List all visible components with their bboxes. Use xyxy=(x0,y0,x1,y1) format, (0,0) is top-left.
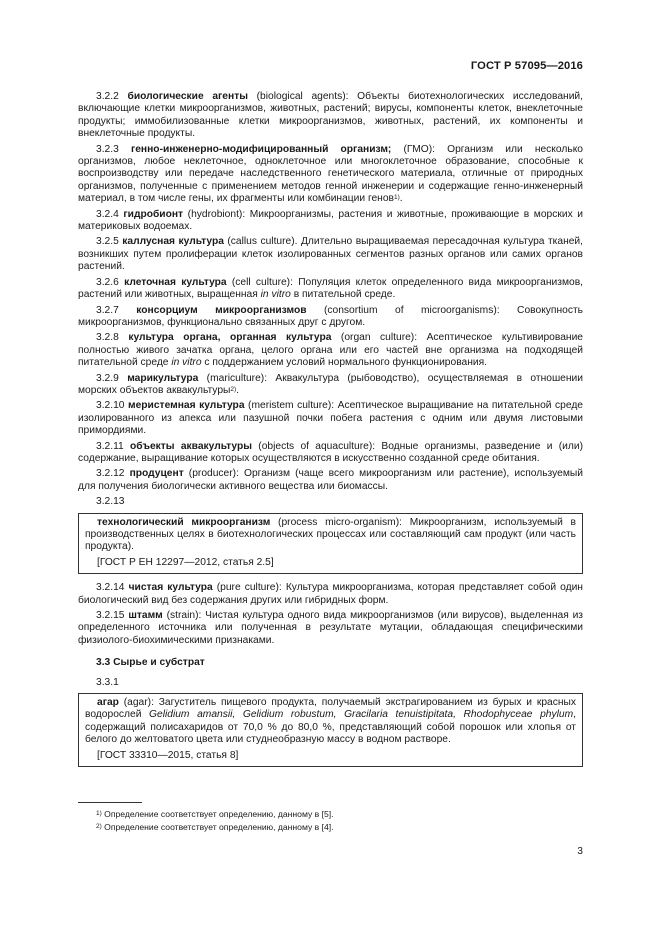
footnote-ref-1[interactable]: 1) xyxy=(393,194,400,202)
entry-3-2-15: 3.2.15 штамм (strain): Чистая культура одного вида микроорганизмов (или вирусов), выделенная из определенного источника или полученная в результате мутации, обладающая специфическими физиолого-биохимическими признаками. xyxy=(78,610,583,646)
footnote-ref-2[interactable]: 2) xyxy=(230,386,237,393)
entry-3-2-13: технологический микроорганизм (process micro-organism): Микроорганизм, используемый в производственных целях в биотехнологических процессах или составляющий сам продукт (или часть продукта). xyxy=(85,516,577,553)
entry-3-2-3: 3.2.3 генно-инженерно-модифицированный организм; (ГМО): Организм или несколько организмов, любое неклеточное, одноклеточное или многоклеточное образование, способные к воспроизводству или передаче наследственного генетического материала, отличные от природных организмов, полученные с применением методов генной инженерии и содержащие генно-инженерный материал, в том числе гены, их фрагменты или комбинации генов$^{1)}$. xyxy=(78,143,583,205)
definition-box-3-3-1 xyxy=(78,693,583,767)
entry-3-2-10: 3.2.10 меристемная культура (meristem culture): Асептическое выращивание на питательной среде изолированного из апекса или пазушной почки побега растения с одним или двумя листовыми примордиями. xyxy=(78,400,583,437)
footnote-divider xyxy=(78,802,142,803)
entry-3-2-13-number: 3.2.13 xyxy=(96,496,125,508)
footnote-1: $^{1)}$ Определение соответствует определению, данному в [5]. xyxy=(96,809,334,819)
entry-3-2-7: 3.2.7 консорциум микроорганизмов (consortium of microorganisms): Совокупность микроорганизмов, функционально связанных друг с другом. xyxy=(78,304,583,328)
entry-3-3-1-number: 3.3.1 xyxy=(96,676,119,688)
source-reference: [ГОСТ Р ЕН 12297—2012, статья 2.5] xyxy=(97,556,274,568)
standard-header: ГОСТ Р 57095—2016 xyxy=(470,60,583,72)
footnotes xyxy=(78,808,583,834)
entry-3-2-5: 3.2.5 каллусная культура (callus culture). Длительно выращиваемая пересадочная культура тканей, возникших путем пролиферации клеток изолированных сегментов разных органов или самих органов растений. xyxy=(78,236,584,273)
page-number: 3 xyxy=(577,846,583,857)
definition-box-3-2-13 xyxy=(78,513,583,575)
entry-3-2-8: 3.2.8 культура органа, органная культура (organ culture): Асептическое культивирование полностью живого зачатка органа, целого органа или его частей вне организма на подходящей питательной среде in vitro с поддержанием условий нормального функционирования. xyxy=(78,332,583,369)
document-body xyxy=(78,91,583,775)
entry-3-2-2: 3.2.2 биологические агенты (biological agents): Объекты биотехнологических исследований, включающие клетки микроорганизмов, животных, растений; вирусы, компоненты клеток, внеклеточные продукты; иммобилизованные клетки микроорганизмов, животных, растений, их компоненты и внеклеточные продукты. xyxy=(78,91,583,140)
entry-3-3-1: агар (agar): Загуститель пищевого продукта, получаемый экстрагированием из бурых и красных водорослей Gelidium amansii, Gelidium robustum, Gracilaria tenuistipitata, Rhodophyceae phylum, содержащий полисахаридов от 70,0 % до 80,0 %, представляющий собой порошок или хлопья от белого до желтоватого цвета или студнеобразную массу в водном растворе. xyxy=(85,697,576,746)
footnote-2: $^{2)}$ Определение соответствует определению, данному в [4]. xyxy=(96,822,334,832)
entry-3-2-12: 3.2.12 продуцент (producer): Организм (чаще всего микроорганизм или растение), используемый для получения биологически активного вещества или биомассы. xyxy=(78,468,583,492)
entry-3-2-6: 3.2.6 клеточная культура (cell culture): Популяция клеток определенного вида микроорганизмов, растений или животных, выращенная in vitro в питательной среде. xyxy=(78,276,584,301)
entry-3-2-11: 3.2.11 объекты аквакультуры (objects of aquaculture): Водные организмы, разведение и (или) содержание, выращивание которых осуществляются в искусственно созданной среде обитания. xyxy=(78,440,583,464)
entry-3-2-9: 3.2.9 марикультура (mariculture): Аквакультура (рыбоводство), осуществляемая в отношении морских объектов аквакультуры$^{2)}$. xyxy=(78,372,583,396)
entry-3-2-14: 3.2.14 чистая культура (pure culture): Культура микроорганизма, которая представляет собой один биологический вид без содержания других или гибридных форм. xyxy=(78,582,583,606)
entry-3-2-4: 3.2.4 гидробионт (hydrobiont): Микроорганизмы, растения и животные, проживающие в морских и материковых водоемах. xyxy=(78,208,583,233)
source-reference: [ГОСТ 33310—2015, статья 8] xyxy=(97,749,239,761)
section-heading-3-3: 3.3 Сырье и субстрат xyxy=(96,657,205,669)
